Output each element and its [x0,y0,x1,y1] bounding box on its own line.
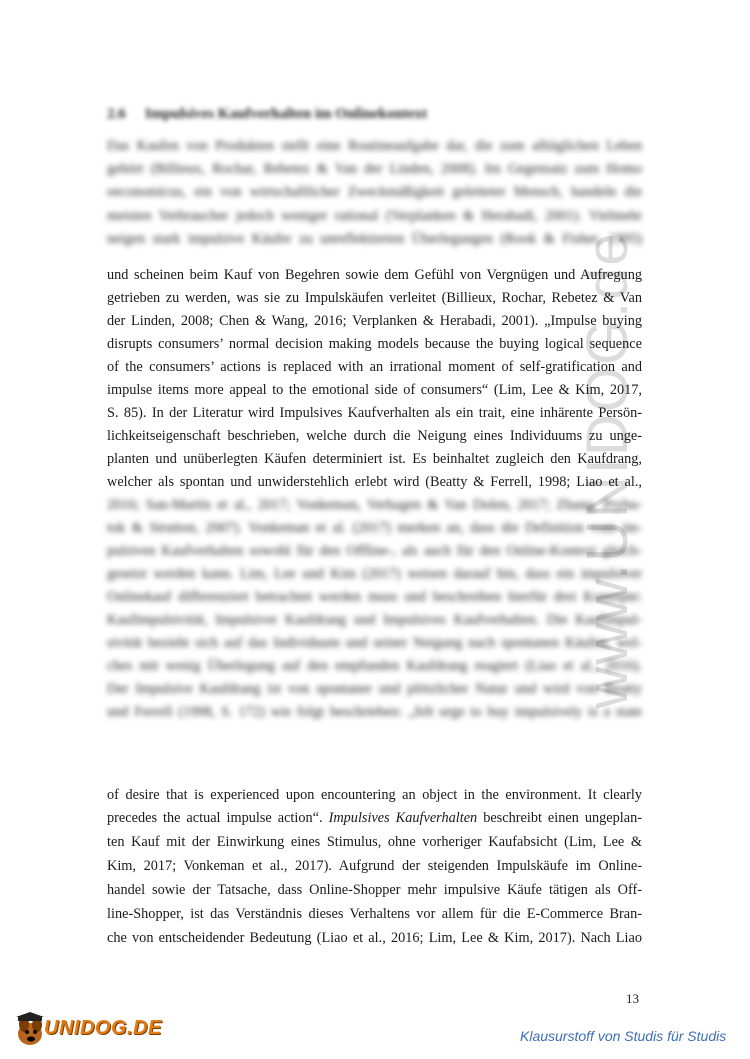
text-line: welcher als spontan und unwiderstehlich erlebt wird (Beatty & Ferrell, 1998; Liao et al., [107,474,642,490]
text-line: lichkeitseigenschaft beschrieben, welche durch die Neigung eines Individuums zu unge- [107,428,642,444]
text-line: ches mit wenig Überlegung auf den empfunden Kaufdrang reagiert (Liao et al., 2016). [107,658,642,674]
text-line: of desire that is experienced upon encountering an object in the environment. It clearly [107,787,642,803]
italic-term: Impulsives Kaufverhalten [328,810,478,826]
text-line: line-Shopper, ist das Verständnis dieses Verhaltens vor allem für die E-Commerce Bran- [107,906,642,922]
text-line: planten und unüberlegten Käufen determiniert ist. Es beinhaltet zugleich den Kaufdrang, [107,451,642,467]
text-line: und scheinen beim Kauf von Begehren sowie dem Gefühl von Vergnügen und Aufregung [107,267,642,283]
text-line: pulsiven Kaufverhalten sowohl für den Offline-, als auch für den Online-Kontext gleich- [107,543,642,559]
text-line: Der Impulsive Kaufdrang ist von spontaner und plötzlicher Natur und wird von Beatty [107,681,642,697]
text-line: handel sowie der Tatsache, dass Online-Shopper mehr impulsive Käufe tätigen als Off- [107,882,642,898]
quote-end: precedes the actual impulse action“. [107,810,323,826]
text-line-mixed [107,809,642,827]
text-line: 2016; San-Martín et al., 2017; Vonkeman, Verhagen & Van Dolen, 2017; Zhang, Prybu- [107,497,642,513]
text-line: Onlinekauf differenziert betrachtet werden muss und beschreiben hierfür drei Konzepte: [107,589,642,605]
text-line: der Linden, 2008; Chen & Wang, 2016; Verplanken & Herabadi, 2001). „Impulse buying [107,313,642,329]
text-line: neigen stark impulsive Käufer zu unreflektierten Überlegungen (Rook & Fisher, 1995) [107,231,642,247]
page-number: 13 [626,991,639,1006]
section-number: 2.6 [107,106,126,122]
watermark-text: www.UNIDOG.de [575,231,640,709]
text-line: oeconomicus, ein von wirtschaftlicher Zweckmäßigkeit geleiteter Mensch, handeln die [107,184,642,200]
text-line: meisten Verbraucher jedoch weniger rational (Verplanken & Herabadi, 2001). Vielmehr [107,208,642,224]
footer-tagline: Klausurstoff von Studis für Studis [520,1028,727,1044]
text-line: gehört (Billieux, Rochar, Rebetez & Van der Linden, 2008). Im Gegensatz zum Homo [107,161,642,177]
text-line: und Ferrell (1998, S. 172) wie folgt beschrieben: „felt urge to buy impulsively is a state [107,704,642,720]
text-line: getrieben zu werden, was sie zu Impulskäufen verleitet (Billieux, Rochar, Rebetez & Van [107,290,642,306]
text-line: gesetzt werden kann. Lim, Lee und Kim (2017) weisen darauf hin, dass ein impulsiver [107,566,642,582]
text-line: Kaufimpulsivität, Impulsiver Kaufdrang und Impulsives Kaufverhalten. Die Kaufimpul- [107,612,642,628]
text-line: S. 85). In der Literatur wird Impulsives Kaufverhalten als ein trait, eine inhärente Persön- [107,405,642,421]
section-title: Impulsives Kaufverhalten im Onlinekontext [145,106,428,122]
logo-text: UNIDOG.DE [44,1017,162,1039]
line-rest: beschreibt einen ungeplan- [483,810,642,826]
text-line: impulse items more appeal to the emotional side of consumers“ (Lim, Lee & Kim, 2017, [107,382,642,398]
text-line: of the consumers’ actions is replaced with an irrational moment of self-gratification and [107,359,642,375]
section-heading [107,106,647,123]
text-line: sivität bezieht sich auf das Individuum und seiner Neigung nach spontanen Käufen, wel- [107,635,642,651]
text-line: ten Kauf mit der Einwirkung eines Stimulus, ohne vorheriger Kaufabsicht (Lim, Lee & [107,834,642,850]
text-line: che von entscheidender Bedeutung (Liao et al., 2016; Lim, Lee & Kim, 2017). Nach Liao [107,930,642,946]
text-line: Kim, 2017; Vonkeman et al., 2017). Aufgrund der steigenden Impulskäufe im Online- [107,858,642,874]
text-line: tok & Strutton, 2007). Vonkeman et al. (2017) merken an, dass die Definition vom im- [107,520,642,536]
text-line: Das Kaufen von Produkten stellt eine Routineaufgabe dar, die zum alltäglichen Leben [107,138,642,154]
text-line: disrupts consumers’ normal decision making models because the buying logical sequence [107,336,642,352]
